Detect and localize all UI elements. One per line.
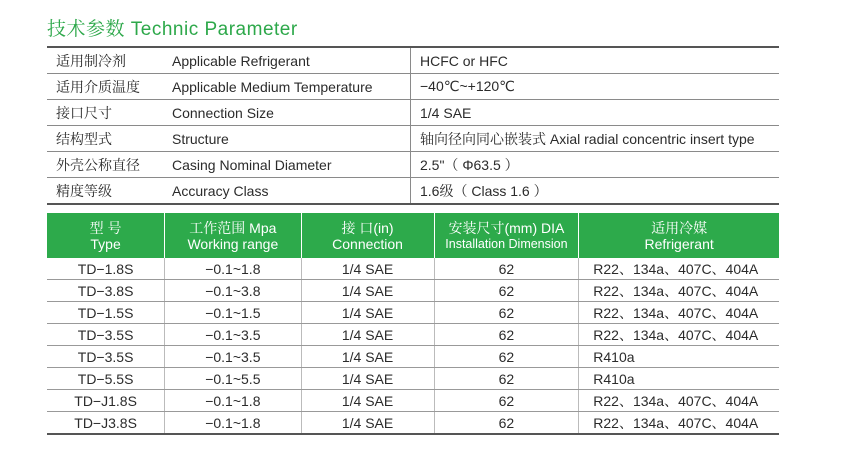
cell-refrigerant: R410a: [579, 346, 779, 368]
cell-type: TD−J1.8S: [47, 390, 165, 412]
cell-refrigerant: R22、134a、407C、404A: [579, 302, 779, 324]
cell-type: TD−5.5S: [47, 368, 165, 390]
spec-value: 轴向径向同心嵌装式 Axial radial concentric insert type: [411, 126, 780, 152]
cell-working-range: −0.1~5.5: [165, 368, 301, 390]
cell-installation-dimension: 62: [434, 258, 579, 280]
table-row: [47, 302, 779, 324]
cell-working-range: −0.1~1.8: [165, 258, 301, 280]
header-connection-en: Connection: [332, 235, 403, 252]
cell-installation-dimension: 62: [434, 368, 579, 390]
spec-row: [47, 100, 779, 126]
header-installation-dimension-en: Installation Dimension: [445, 236, 568, 251]
cell-type: TD−1.8S: [47, 258, 165, 280]
table-row: [47, 368, 779, 390]
spec-value: HCFC or HFC: [411, 47, 780, 74]
table-row: [47, 324, 779, 346]
cell-installation-dimension: 62: [434, 346, 579, 368]
header-installation-dimension: [434, 213, 579, 258]
spec-value: 2.5"（ Φ63.5 ）: [411, 152, 780, 178]
spec-label-cn: 结构型式: [47, 126, 170, 152]
header-type-cn: 型 号: [89, 219, 122, 236]
cell-connection: 1/4 SAE: [301, 324, 434, 346]
cell-type: TD−3.8S: [47, 280, 165, 302]
cell-refrigerant: R22、134a、407C、404A: [579, 280, 779, 302]
spec-label-en: Accuracy Class: [170, 178, 411, 205]
cell-connection: 1/4 SAE: [301, 346, 434, 368]
cell-installation-dimension: 62: [434, 302, 579, 324]
table-row: [47, 412, 779, 435]
table-row: [47, 390, 779, 412]
header-refrigerant-cn: 适用冷媒: [651, 219, 708, 236]
model-table: [47, 213, 779, 435]
cell-connection: 1/4 SAE: [301, 390, 434, 412]
technic-parameter-table: [47, 46, 779, 205]
spec-label-en: Structure: [170, 126, 411, 152]
spec-value: −40℃~+120℃: [411, 74, 780, 100]
cell-type: TD−1.5S: [47, 302, 165, 324]
cell-installation-dimension: 62: [434, 324, 579, 346]
spec-label-en: Connection Size: [170, 100, 411, 126]
cell-connection: 1/4 SAE: [301, 412, 434, 435]
spec-row: [47, 47, 779, 74]
spec-label-en: Applicable Refrigerant: [170, 47, 411, 74]
spec-label-cn: 外壳公称直径: [47, 152, 170, 178]
cell-working-range: −0.1~3.5: [165, 346, 301, 368]
spec-label-cn: 接口尺寸: [47, 100, 170, 126]
spec-label-cn: 精度等级: [47, 178, 170, 205]
header-refrigerant-en: Refrigerant: [644, 235, 714, 252]
header-installation-dimension-cn: 安装尺寸(mm) DIA: [448, 219, 565, 236]
header-connection-cn: 接 口(in): [341, 219, 394, 236]
cell-type: TD−3.5S: [47, 346, 165, 368]
cell-working-range: −0.1~3.5: [165, 324, 301, 346]
cell-type: TD−J3.8S: [47, 412, 165, 435]
spec-row: [47, 152, 779, 178]
spec-label-cn: 适用制冷剂: [47, 47, 170, 74]
cell-connection: 1/4 SAE: [301, 280, 434, 302]
page-title: 技术参数 Technic Parameter: [47, 19, 298, 40]
header-type-en: Type: [90, 235, 121, 252]
spec-value: 1/4 SAE: [411, 100, 780, 126]
model-table-header: [47, 213, 779, 258]
header-working-range-en: Working range: [187, 235, 279, 252]
cell-refrigerant: R22、134a、407C、404A: [579, 324, 779, 346]
cell-connection: 1/4 SAE: [301, 258, 434, 280]
header-connection: [301, 213, 434, 258]
cell-connection: 1/4 SAE: [301, 302, 434, 324]
cell-working-range: −0.1~1.8: [165, 390, 301, 412]
cell-working-range: −0.1~1.8: [165, 412, 301, 435]
cell-refrigerant: R410a: [579, 368, 779, 390]
header-working-range: [165, 213, 301, 258]
cell-type: TD−3.5S: [47, 324, 165, 346]
cell-installation-dimension: 62: [434, 390, 579, 412]
spec-row: [47, 126, 779, 152]
cell-working-range: −0.1~3.8: [165, 280, 301, 302]
spec-value: 1.6级（ Class 1.6 ）: [411, 178, 780, 205]
spec-row: [47, 74, 779, 100]
header-refrigerant: [579, 213, 779, 258]
table-row: [47, 258, 779, 280]
spec-label-cn: 适用介质温度: [47, 74, 170, 100]
spec-row: [47, 178, 779, 205]
cell-refrigerant: R22、134a、407C、404A: [579, 258, 779, 280]
table-row: [47, 346, 779, 368]
cell-installation-dimension: 62: [434, 412, 579, 435]
cell-installation-dimension: 62: [434, 280, 579, 302]
header-type: [47, 213, 165, 258]
table-row: [47, 280, 779, 302]
header-working-range-cn: 工作范围 Mpa: [189, 219, 277, 236]
cell-connection: 1/4 SAE: [301, 368, 434, 390]
spec-label-en: Casing Nominal Diameter: [170, 152, 411, 178]
spec-label-en: Applicable Medium Temperature: [170, 74, 411, 100]
cell-working-range: −0.1~1.5: [165, 302, 301, 324]
cell-refrigerant: R22、134a、407C、404A: [579, 390, 779, 412]
cell-refrigerant: R22、134a、407C、404A: [579, 412, 779, 435]
